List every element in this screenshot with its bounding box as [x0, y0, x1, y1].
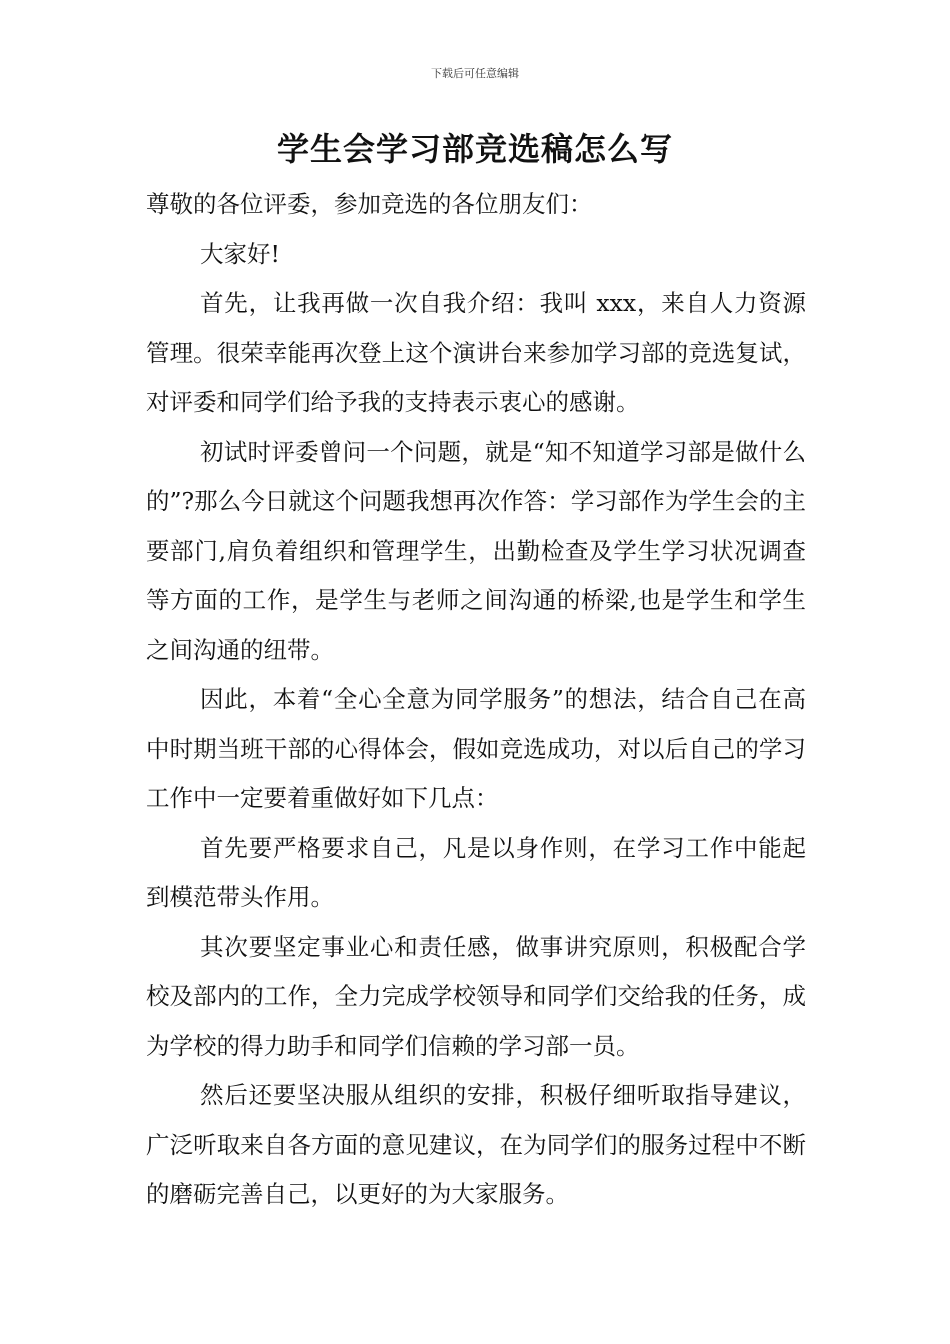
- header-note: 下载后可任意编辑: [431, 67, 519, 80]
- document-title: 学生会学习部竞选稿怎么写: [276, 130, 673, 168]
- paragraph-greeting: 大家好!: [200, 239, 280, 268]
- paragraph-point-two: 其次要坚定事业心和责任感，做事讲究原则，积极配合学校及部内的工作，全力完成学校领导和同学们交给我的任务，成为学校的得力助手和同学们信赖的学习部一员。: [146, 932, 806, 1060]
- paragraph-point-one: 首先要严格要求自己，凡是以身作则，在学习工作中能起到模范带头作用。: [146, 833, 806, 911]
- paragraph-introduction: 首先，让我再做一次自我介绍：我叫 xxx，来自人力资源管理。很荣幸能再次登上这个演讲台来参加学习部的竞选复试，对评委和同学们给予我的支持表示衷心的感谢。: [146, 289, 806, 416]
- paragraph-department-role: 初试时评委曾问一个问题，就是“知不知道学习部是做什么的”?那么今日就这个问题我想再次作答：学习部作为学生会的主要部门,肩负着组织和管理学生，出勤检查及学生学习状况调查等方面的工作，是学生与老师之间沟通的桥梁,也是学生和学生之间沟通的纽带。: [146, 437, 806, 664]
- paragraph-point-three: 然后还要坚决服从组织的安排，积极仔细听取指导建议，广泛听取来自各方面的意见建议，在为同学们的服务过程中不断的磨砺完善自己，以更好的为大家服务。: [146, 1081, 806, 1208]
- document-body: [146, 180, 806, 1220]
- paragraph-salutation: 尊敬的各位评委，参加竞选的各位朋友们：: [146, 190, 593, 218]
- paragraph-intent: 因此，本着“全心全意为同学服务”的想法，结合自己在高中时期当班干部的心得体会，假如竞选成功，对以后自己的学习工作中一定要着重做好如下几点：: [146, 685, 806, 812]
